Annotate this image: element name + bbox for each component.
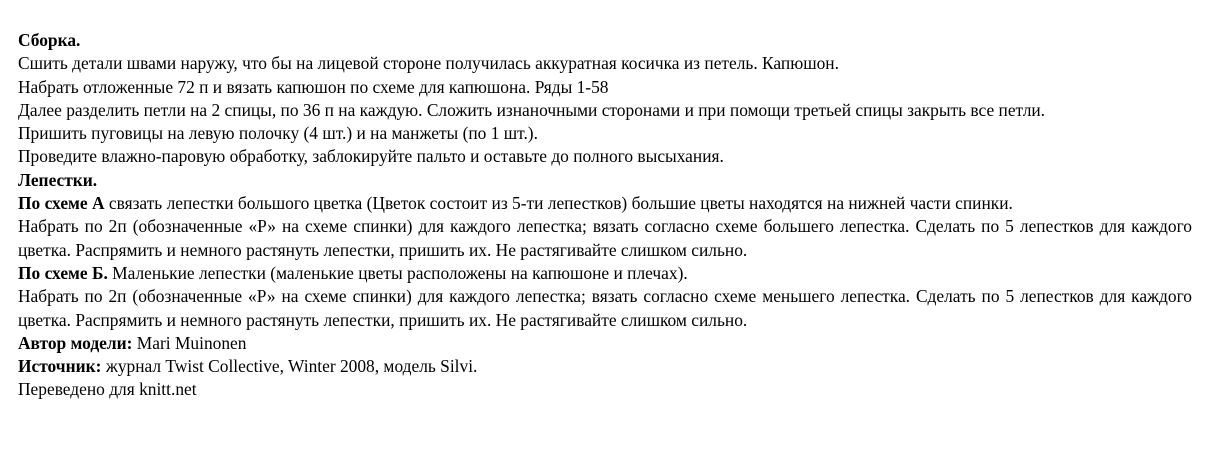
assembly-heading	[18, 29, 1192, 52]
scheme-a-paragraph: Набрать по 2п (обозначенные «Р» на схеме спинки) для каждого лепестка; вязать согласно схеме большего лепестка. Сделать по 5 лепестков для каждого цветка. Распрямить и немного растянуть лепестки, пришить их. Не растягивайте слишком сильно.	[18, 216, 1192, 260]
scheme-a-label: По схеме А	[18, 193, 105, 214]
document-body	[18, 29, 1192, 402]
source-line	[18, 355, 1192, 378]
scheme-b-line	[18, 262, 1192, 285]
scheme-b-label: По схеме Б.	[18, 262, 108, 283]
petals-heading-text: Лепестки.	[18, 169, 98, 190]
scheme-b-text: Маленькие лепестки (маленькие цветы расположены на капюшоне и плечах).	[107, 262, 688, 283]
author-value: Mari Muinonen	[132, 332, 247, 353]
author-label: Автор модели:	[18, 332, 133, 353]
author-line	[18, 332, 1192, 355]
source-label: Источник:	[18, 356, 102, 377]
assembly-line-1: Сшить детали швами наружу, что бы на лицевой стороне получилась аккуратная косичка из петель. Капюшон.	[18, 53, 839, 74]
assembly-line-4: Пришить пуговицы на левую полочку (4 шт.) и на манжеты (по 1 шт.).	[18, 123, 538, 144]
petals-heading	[18, 169, 1192, 192]
assembly-line-5: Проведите влажно-паровую обработку, заблокируйте пальто и оставьте до полного высыхания.	[18, 146, 724, 167]
scheme-a-line	[18, 192, 1192, 215]
assembly-line-2: Набрать отложенные 72 п и вязать капюшон по схеме для капюшона. Ряды 1-58	[18, 76, 609, 97]
scheme-a-text: связать лепестки большого цветка (Цветок состоит из 5-ти лепестков) большие цветы находятся на нижней части спинки.	[104, 193, 1013, 214]
translated-line: Переведено для knitt.net	[18, 379, 197, 400]
assembly-paragraph-3: Далее разделить петли на 2 спицы, по 36 п на каждую. Сложить изнаночными сторонами и при помощи третьей спицы закрыть все петли.	[18, 99, 1046, 120]
scheme-b-paragraph: Набрать по 2п (обозначенные «Р» на схеме спинки) для каждого лепестка; вязать согласно схеме меньшего лепестка. Сделать по 5 лепестков для каждого цветка. Распрямить и немного растянуть лепестки, пришить их. Не растягивайте слишком сильно.	[18, 286, 1192, 330]
source-value: журнал Twist Collective, Winter 2008, модель Silvi.	[101, 356, 478, 377]
assembly-heading-text: Сборка.	[18, 30, 81, 50]
